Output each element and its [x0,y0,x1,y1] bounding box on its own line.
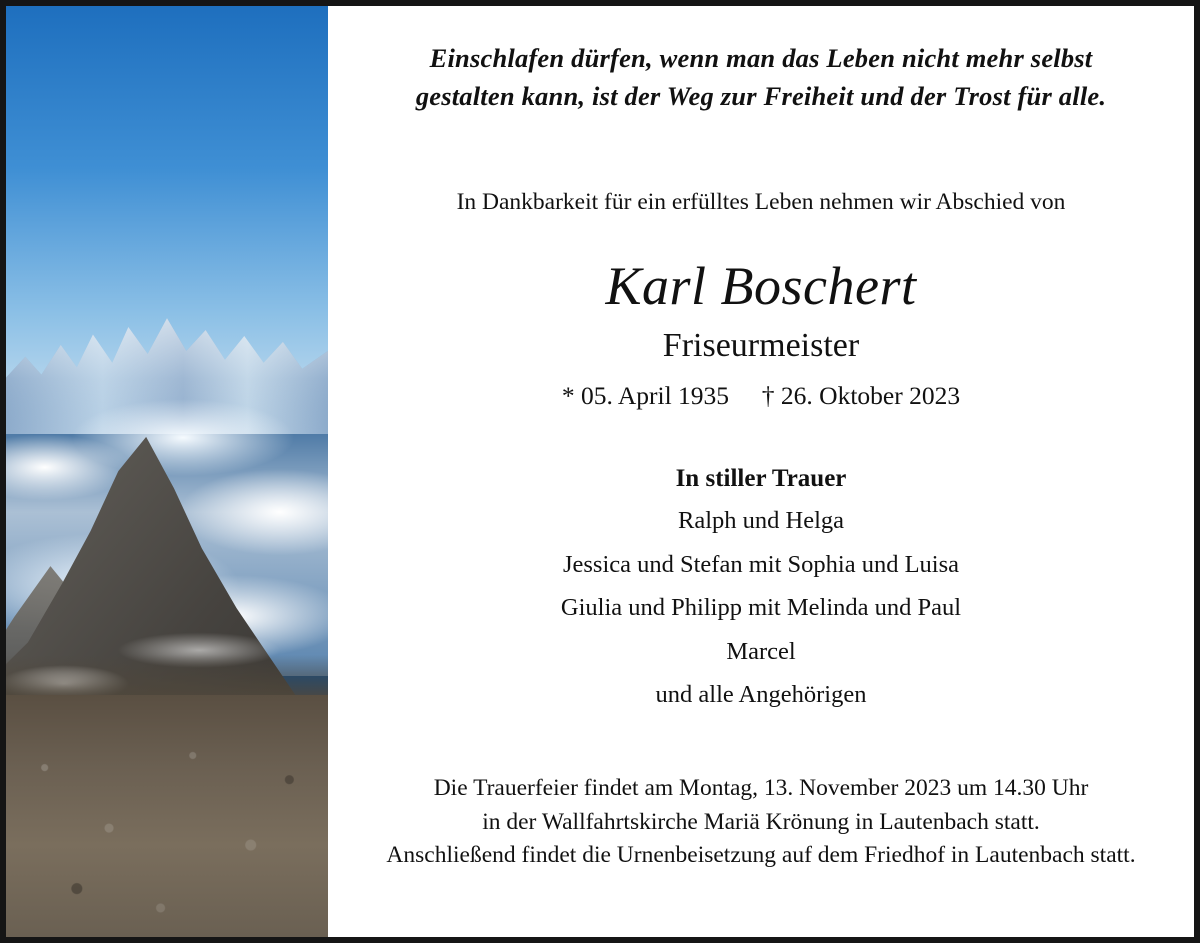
birth-date: * 05. April 1935 [561,381,730,411]
motto-line-2: gestalten kann, ist der Weg zur Freiheit und der Trost für alle. [415,80,1107,111]
list-item: Ralph und Helga [677,507,845,535]
intro-text: In Dankbarkeit für ein erfülltes Leben nehmen wir Abschied von [456,189,1066,216]
life-dates [362,381,1160,411]
list-item: Jessica und Stefan mit Sophia und Luisa [562,550,960,578]
deceased-profession: Friseurmeister [662,327,860,365]
deceased-name: Karl Boschert [605,255,917,316]
funeral-line-2: in der Wallfahrtskirche Mariä Krönung in Lautenbach statt. [482,808,1040,835]
funeral-line-3: Anschließend findet die Urnenbeisetzung auf dem Friedhof in Lautenbach statt. [386,841,1136,868]
funeral-details [362,772,1160,872]
death-date: † 26. Oktober 2023 [761,381,961,411]
funeral-line-1: Die Trauerfeier findet am Montag, 13. November 2023 um 14.30 Uhr [433,775,1089,802]
list-item: Giulia und Philipp mit Melinda und Paul [560,594,962,622]
gravel-foreground [6,695,328,937]
list-item: und alle Angehörigen [655,680,867,708]
mountain-photo [6,6,328,937]
obituary-text-panel [328,6,1194,937]
list-item: Marcel [726,637,796,665]
motto [366,40,1156,115]
mourners-list [362,499,1160,716]
scree-edge [6,655,328,695]
mourning-title: In stiller Trauer [675,465,847,493]
motto-line-1: Einschlafen dürfen, wenn man das Leben nicht mehr selbst [429,43,1093,73]
